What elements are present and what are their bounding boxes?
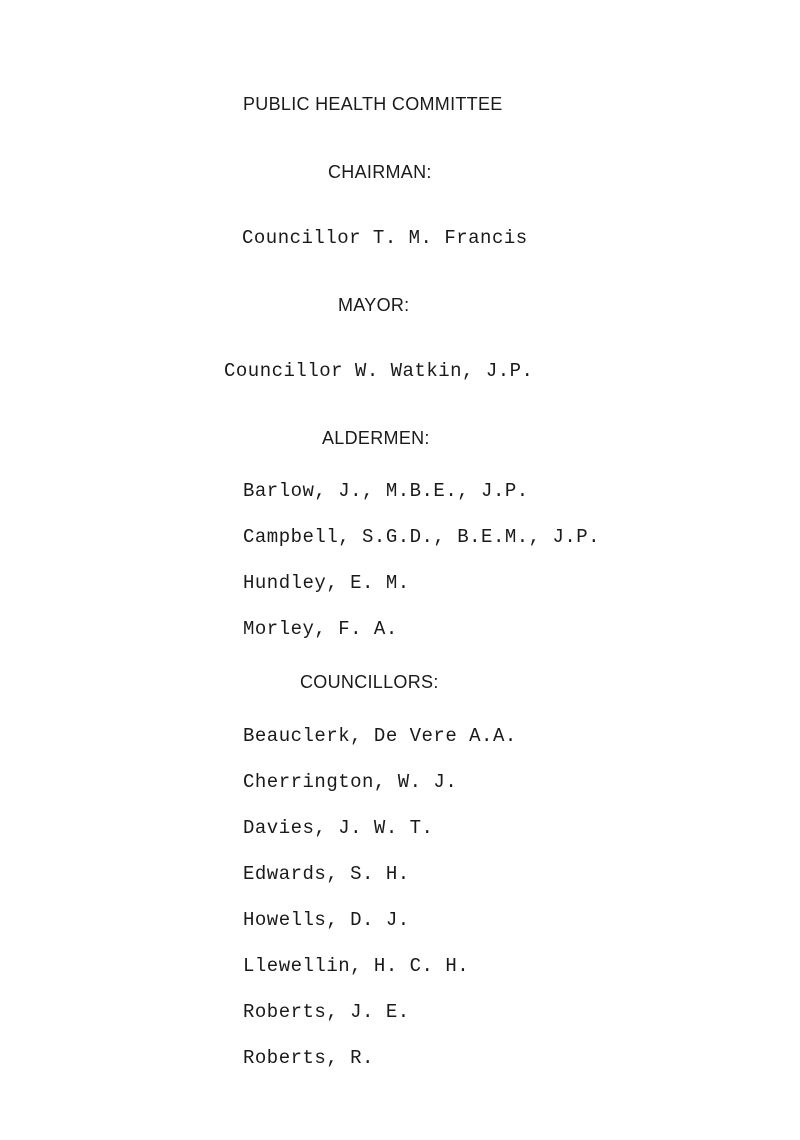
alderman-item: Hundley, E. M. — [243, 572, 410, 594]
councillor-item: Howells, D. J. — [243, 909, 410, 931]
mayor-name: Councillor W. Watkin, J.P. — [224, 360, 534, 382]
councillor-item: Roberts, J. E. — [243, 1001, 410, 1023]
chairman-name: Councillor T. M. Francis — [242, 227, 528, 249]
councillor-item: Llewellin, H. C. H. — [243, 955, 470, 977]
chairman-heading: CHAIRMAN: — [328, 162, 432, 182]
aldermen-heading: ALDERMEN: — [322, 428, 430, 448]
alderman-item: Morley, F. A. — [243, 618, 398, 640]
alderman-item: Campbell, S.G.D., B.E.M., J.P. — [243, 526, 601, 548]
page-title: PUBLIC HEALTH COMMITTEE — [243, 94, 503, 114]
mayor-heading: MAYOR: — [338, 295, 410, 315]
councillor-item: Cherrington, W. J. — [243, 771, 458, 793]
alderman-item: Barlow, J., M.B.E., J.P. — [243, 480, 529, 502]
councillors-heading: COUNCILLORS: — [300, 672, 439, 692]
councillor-item: Roberts, R. — [243, 1047, 374, 1069]
councillor-item: Beauclerk, De Vere A.A. — [243, 725, 517, 747]
councillor-item: Davies, J. W. T. — [243, 817, 434, 839]
councillor-item: Edwards, S. H. — [243, 863, 410, 885]
